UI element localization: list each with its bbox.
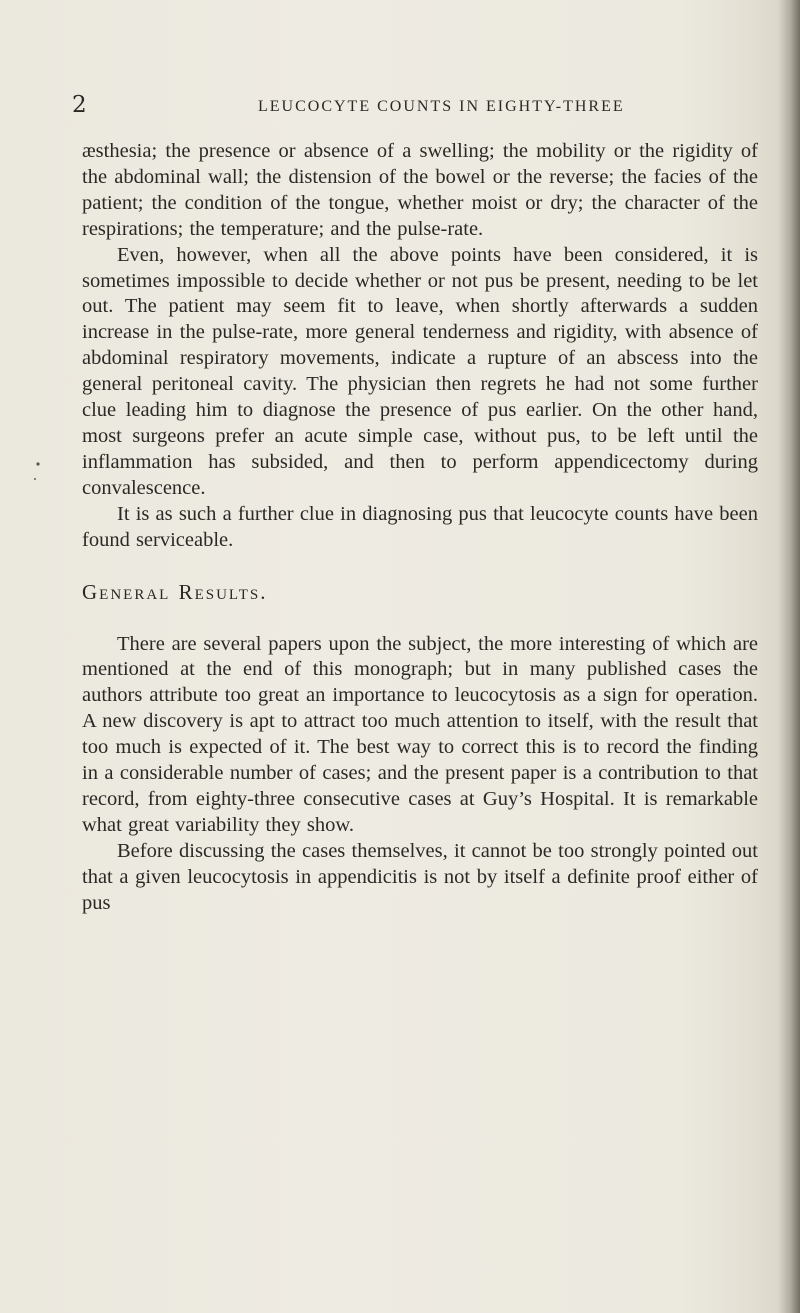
margin-specks [32, 450, 44, 490]
paragraph-continued: æsthesia; the presence or absence of a swelling; the mobility or the rigidity of the abdominal wall; the distension of the bowel or the reverse; the facies of the patient; the condition of the tongue, whether moist or dry; the character of the respirations; the temperature; and the pulse-rate. [82, 140, 758, 240]
page-edge-shadow [778, 0, 800, 1313]
page-number: 2 [72, 92, 88, 118]
body-text [82, 139, 758, 916]
paragraph: It is as such a further clue in diagnosing pus that leucocyte counts have been found serviceable. [82, 502, 758, 551]
paragraph: Even, however, when all the above points have been considered, it is sometimes impossible to decide whether or not pus be present, needing to be let out. The patient may seem fit to leave, when shortly afterwards a sudden increase in the pulse-rate, more general tenderness and rigidity, with absence of abdominal respiratory movements, indicate a rupture of an abscess into the general peritoneal cavity. The physician then regrets he had not some further clue leading him to diagnose the presence of pus earlier. On the other hand, most surgeons prefer an acute simple case, without pus, to be left until the inflammation has subsided, and then to perform appendicectomy during convalescence. [82, 243, 758, 499]
running-head [0, 92, 800, 120]
running-head-title: LEUCOCYTE COUNTS IN EIGHTY-THREE [258, 98, 625, 115]
paragraph: Before discussing the cases themselves, it cannot be too strongly pointed out that a given leucocytosis in appendicitis is not by itself a definite proof either of pus [82, 839, 758, 914]
section-heading: General Results. [82, 579, 268, 604]
paragraph: There are several papers upon the subject, the more interesting of which are mentioned at the end of this monograph; but in many published cases the authors attribute too great an importance to leucocytosis as a sign for operation. A new discovery is apt to attract too much attention to itself, with the result that too much is expected of it. The best way to correct this is to record the finding in a considerable number of cases; and the present paper is a contribution to that record, from eighty-three consecutive cases at Guy’s Hospital. It is remarkable what great variability they show. [82, 632, 758, 836]
